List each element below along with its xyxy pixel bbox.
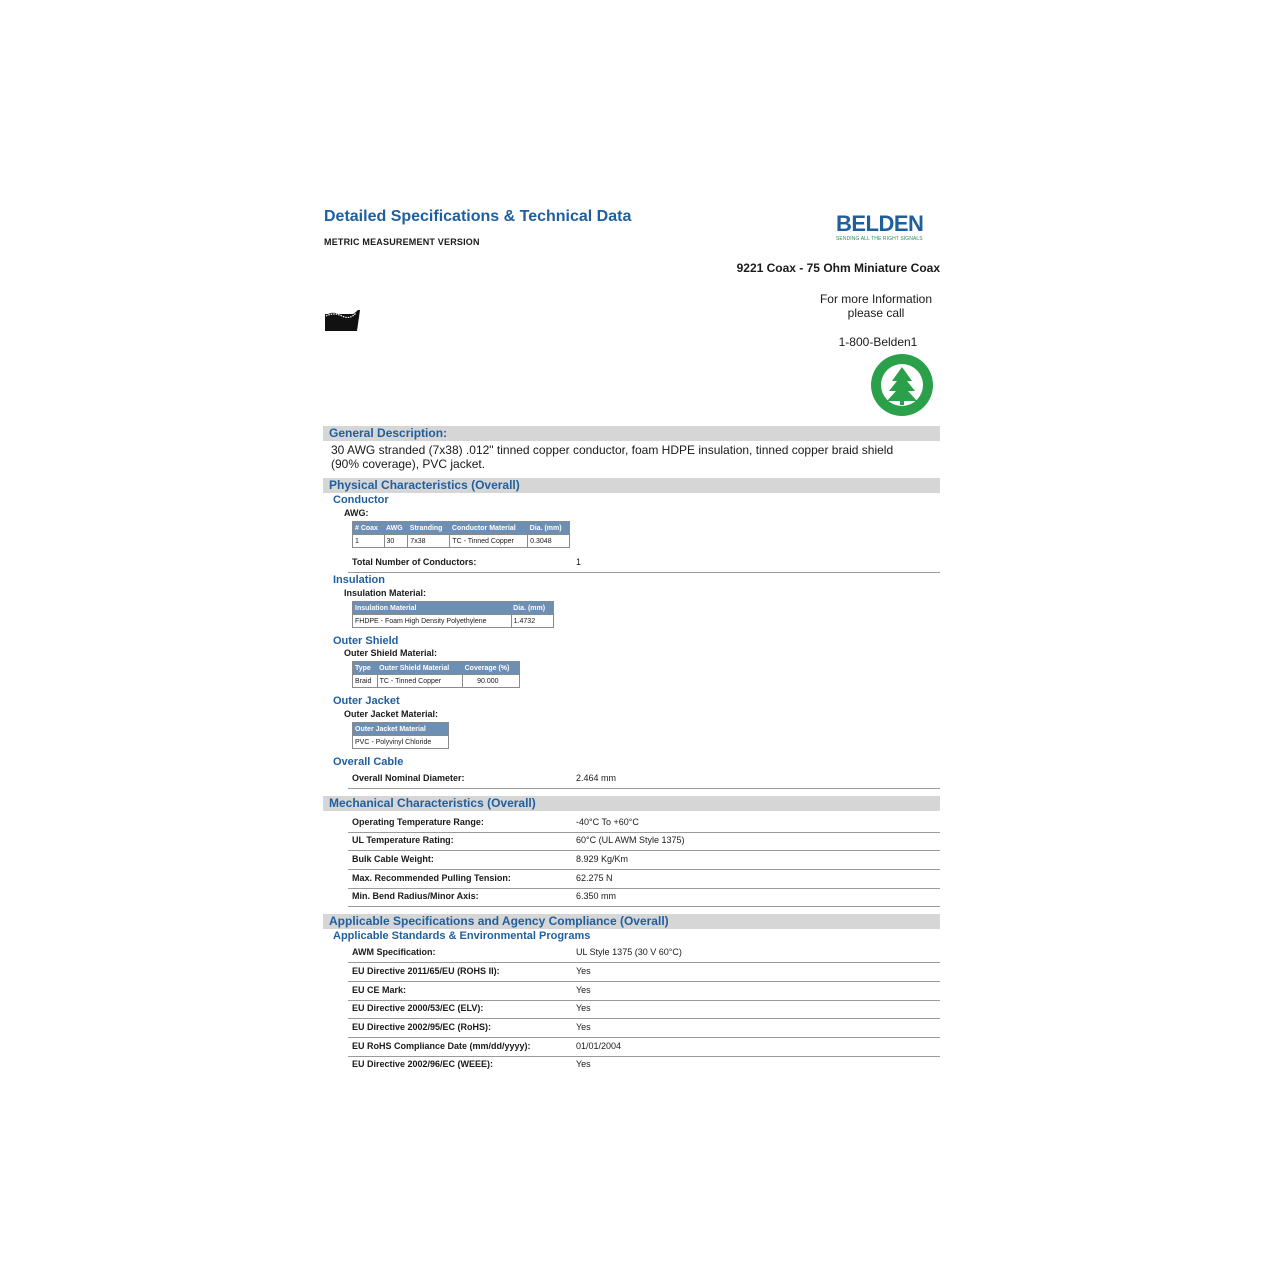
table-cell: FHDPE - Foam High Density Polyethylene xyxy=(353,615,512,628)
row-value: 60°C (UL AWM Style 1375) xyxy=(576,835,685,845)
column-header: # Coax xyxy=(353,522,385,535)
row-value: Yes xyxy=(576,1022,591,1032)
table-row xyxy=(353,736,449,749)
outer-shield-label: Outer Shield xyxy=(333,635,399,647)
page-title: Detailed Specifications & Technical Data xyxy=(324,208,632,225)
cable-thumbnail-icon xyxy=(324,306,360,332)
row-label: EU Directive 2002/96/EC (WEEE): xyxy=(352,1059,494,1069)
compliance-row xyxy=(348,1000,940,1019)
logo-wordmark: BELDEN xyxy=(836,211,924,236)
insulation-table-header xyxy=(353,602,554,615)
logo-tagline: SENDING ALL THE RIGHT SIGNALS xyxy=(836,236,923,242)
outer-shield-table-header xyxy=(353,662,520,675)
row-label: EU Directive 2002/95/EC (RoHS): xyxy=(352,1022,492,1032)
column-header: AWG xyxy=(384,522,408,535)
row-value: Yes xyxy=(576,985,591,995)
mechanical-row xyxy=(348,888,940,907)
contact-line-1: For more Information xyxy=(819,292,933,306)
mechanical-row xyxy=(348,814,940,833)
overall-cable-label: Overall Cable xyxy=(333,756,404,768)
table-row xyxy=(353,615,554,628)
compliance-row xyxy=(348,982,940,1001)
row-label: Max. Recommended Pulling Tension: xyxy=(352,873,511,883)
outer-jacket-label: Outer Jacket xyxy=(333,695,400,707)
table-cell: 30 xyxy=(384,535,408,548)
compliance-row xyxy=(348,1038,940,1057)
table-cell: 1.4732 xyxy=(511,615,553,628)
mechanical-row xyxy=(348,851,940,870)
physical-characteristics-band xyxy=(323,478,940,493)
table-cell: TC - Tinned Copper xyxy=(377,675,462,688)
column-header: Dia. (mm) xyxy=(511,602,553,615)
general-description-heading: General Description: xyxy=(329,426,448,440)
table-cell: Braid xyxy=(353,675,378,688)
table-row xyxy=(353,675,520,688)
mechanical-row xyxy=(348,870,940,889)
compliance-row xyxy=(348,1056,940,1074)
row-label: EU Directive 2000/53/EC (ELV): xyxy=(352,1003,484,1013)
product-name: 9221 Coax - 75 Ohm Miniature Coax xyxy=(736,261,940,275)
standards-subheading: Applicable Standards & Environmental Programs xyxy=(333,930,591,942)
row-label: Bulk Cable Weight: xyxy=(352,854,434,864)
insulation-label: Insulation xyxy=(333,574,385,586)
table-cell: PVC - Polyvinyl Chloride xyxy=(353,736,449,749)
row-label: Overall Nominal Diameter: xyxy=(352,773,465,783)
outer-shield-material-label: Outer Shield Material: xyxy=(344,648,438,658)
outer-jacket-table-header xyxy=(353,723,449,736)
row-value: 2.464 mm xyxy=(576,773,617,783)
table-cell: TC - Tinned Copper xyxy=(450,535,528,548)
compliance-heading: Applicable Specifications and Agency Compliance (Overall) xyxy=(329,914,669,928)
awg-label: AWG: xyxy=(344,508,369,518)
row-value: -40°C To +60°C xyxy=(576,817,639,827)
table-cell: 90.000 xyxy=(463,675,520,688)
column-header: Type xyxy=(353,662,378,675)
table-cell: 7x38 xyxy=(408,535,450,548)
column-header: Insulation Material xyxy=(353,602,512,615)
overall-diameter-row xyxy=(348,770,940,789)
row-label: EU RoHS Compliance Date (mm/dd/yyyy): xyxy=(352,1041,531,1051)
row-value: Yes xyxy=(576,1059,591,1069)
row-value: 1 xyxy=(576,557,582,567)
row-value: 01/01/2004 xyxy=(576,1041,622,1051)
contact-info xyxy=(800,292,952,320)
row-value: Yes xyxy=(576,966,591,976)
insulation-table xyxy=(352,601,554,628)
column-header: Dia. (mm) xyxy=(528,522,570,535)
compliance-row xyxy=(348,1019,940,1038)
insulation-material-label: Insulation Material: xyxy=(344,588,427,598)
row-label: UL Temperature Rating: xyxy=(352,835,454,845)
total-conductors-row xyxy=(348,554,940,573)
compliance-row xyxy=(348,944,940,963)
column-header: Coverage (%) xyxy=(463,662,520,675)
column-header: Outer Jacket Material xyxy=(353,723,449,736)
column-header: Outer Shield Material xyxy=(377,662,462,675)
table-row xyxy=(353,535,570,548)
column-header: Stranding xyxy=(408,522,450,535)
column-header: Conductor Material xyxy=(450,522,528,535)
mechanical-characteristics-heading: Mechanical Characteristics (Overall) xyxy=(329,796,536,810)
contact-line-2: please call xyxy=(847,306,905,320)
general-description-band xyxy=(323,426,940,441)
row-label: Total Number of Conductors: xyxy=(352,557,477,567)
outer-jacket-table xyxy=(352,722,449,749)
row-value: 6.350 mm xyxy=(576,891,617,901)
outer-shield-table xyxy=(352,661,520,688)
table-cell: 1 xyxy=(353,535,385,548)
conductor-table-header xyxy=(353,522,570,535)
conductor-table xyxy=(352,521,570,548)
general-description-line-1: 30 AWG stranded (7x38) .012" tinned copper conductor, foam HDPE insulation, tinned copper braid shield xyxy=(331,443,894,457)
mechanical-row xyxy=(348,832,940,851)
row-value: UL Style 1375 (30 V 60°C) xyxy=(576,947,682,957)
physical-characteristics-heading: Physical Characteristics (Overall) xyxy=(329,478,520,492)
row-value: 8.929 Kg/Km xyxy=(576,854,629,864)
table-cell: 0.3048 xyxy=(528,535,570,548)
compliance-row xyxy=(348,963,940,982)
row-label: AWM Specification: xyxy=(352,947,436,957)
compliance-band xyxy=(323,914,940,929)
outer-jacket-material-label: Outer Jacket Material: xyxy=(344,709,439,719)
page-subtitle: METRIC MEASUREMENT VERSION xyxy=(324,237,480,247)
row-value: 62.275 N xyxy=(576,873,613,883)
conductor-label: Conductor xyxy=(333,494,389,506)
phone-number: 1-800-Belden1 xyxy=(838,335,918,349)
row-label: EU Directive 2011/65/EU (ROHS II): xyxy=(352,966,500,976)
row-label: EU CE Mark: xyxy=(352,985,407,995)
belden-logo xyxy=(836,212,928,242)
row-label: Operating Temperature Range: xyxy=(352,817,484,827)
general-description-text xyxy=(331,443,931,471)
row-value: Yes xyxy=(576,1003,591,1013)
rohs-compliant-seal-icon xyxy=(870,353,934,417)
mechanical-characteristics-band xyxy=(323,796,940,811)
row-label: Min. Bend Radius/Minor Axis: xyxy=(352,891,479,901)
general-description-line-2: (90% coverage), PVC jacket. xyxy=(331,457,486,471)
